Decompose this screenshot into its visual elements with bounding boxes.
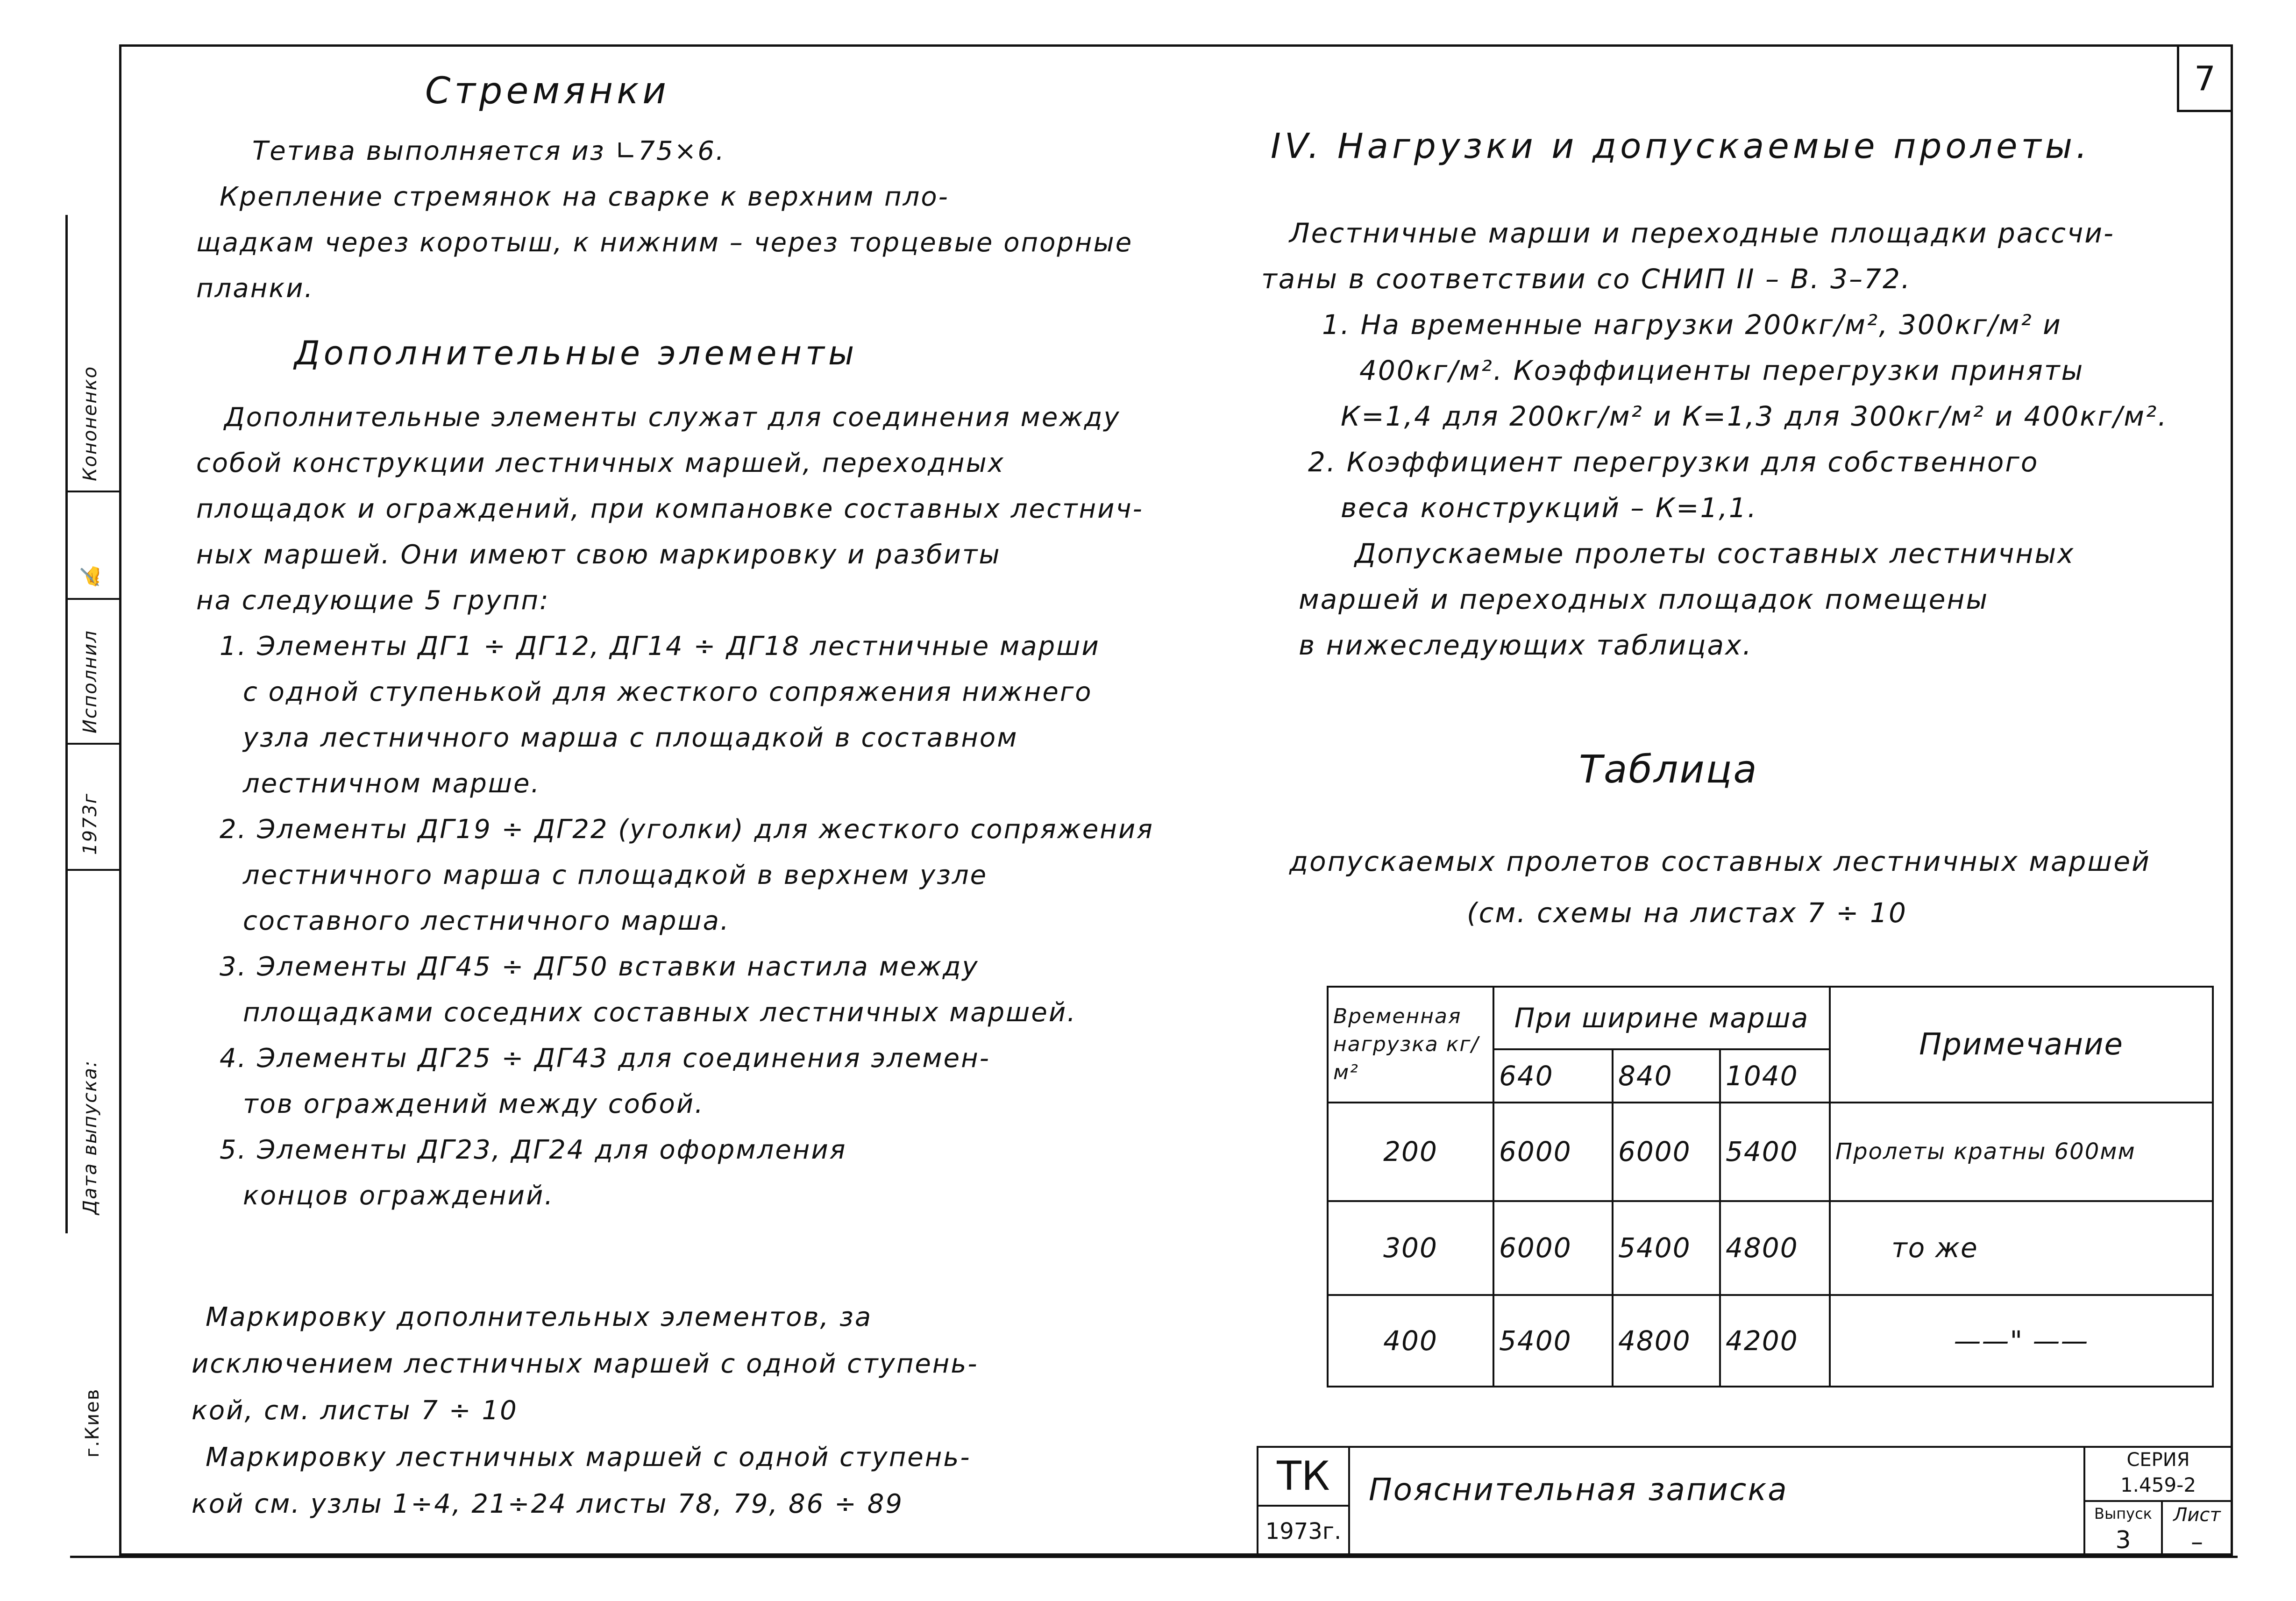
list-item-line: узла лестничного марша с площадкой в составном (243, 723, 1018, 753)
header-load: Временная нагрузка кг/м² (1328, 987, 1493, 1103)
list-item-line: концов ограждений. (243, 1181, 554, 1211)
year-box (1257, 1505, 1350, 1558)
text-line: Лестничные марши и переходные площадки рассчи- (1289, 217, 2115, 249)
sheet-number: 7 (2194, 58, 2216, 98)
text-line: К=1,4 для 200кг/м² и К=1,3 для 300кг/м² и 400кг/м². (1341, 400, 2168, 432)
list-item-line: составного лестничного марша. (243, 906, 730, 936)
text-line: щадкам через коротыш, к нижним – через торцевые опорные (196, 228, 1133, 258)
loads-text (1261, 210, 2168, 668)
list-item: 3. Элементы ДГ45 ÷ ДГ50 вставки настила между (220, 952, 979, 982)
text-line: 1. На временные нагрузки 200кг/м², 300кг/м² и (1322, 309, 2062, 341)
list-item-line: с одной ступенькой для жесткого сопряжения нижнего (243, 677, 1093, 707)
load-cell: 400 (1328, 1295, 1493, 1387)
side-strip-year: 1973г (79, 793, 101, 855)
value-cell: 4800 (1613, 1295, 1720, 1387)
width-640: 640 (1493, 1049, 1613, 1102)
width-1040: 1040 (1720, 1049, 1830, 1102)
sheet-label: Лист (2173, 1504, 2221, 1526)
list-item: 5. Элементы ДГ23, ДГ24 для оформления (220, 1135, 847, 1165)
marking-text (192, 1294, 979, 1528)
value-cell: 5400 (1720, 1103, 1830, 1201)
text-line: Дополнительные элементы служат для соединения между (224, 402, 1121, 433)
table-row (1328, 1295, 2213, 1387)
table-subtitle: допускаемых пролетов составных лестничных маршей (1289, 846, 2151, 877)
text-line: маршей и переходных площадок помещены (1299, 583, 1989, 615)
title-year: 1973г. (1265, 1518, 1342, 1544)
value-cell: 4200 (1720, 1295, 1830, 1387)
text-line: 2. Коэффициент перегрузки для собственного (1308, 446, 2039, 478)
sheet-value: – (2191, 1528, 2203, 1556)
text-line: на следующие 5 групп: (196, 585, 550, 616)
series-box (2083, 1446, 2233, 1502)
load-cell: 200 (1328, 1103, 1493, 1201)
signature: ✍ (79, 564, 101, 589)
text-line: таны в соответствии со СНИП II – В. 3–72. (1261, 263, 1912, 295)
note-cell: ——" —— (1830, 1295, 2213, 1387)
group-list (220, 624, 1154, 1219)
load-cell: 300 (1328, 1201, 1493, 1295)
sheet-number-box (2177, 44, 2233, 112)
side-strip-issue-date: Дата выпуска: (79, 1060, 101, 1215)
side-strip-border (65, 215, 68, 1233)
section-title-additional: Дополнительные элементы (294, 334, 858, 372)
table-row (1328, 1201, 2213, 1295)
header-note: Примечание (1830, 987, 2213, 1103)
header-width: При ширине марша (1493, 987, 1830, 1049)
side-strip-name: Кононенко (79, 365, 101, 481)
ladders-text (196, 128, 1133, 312)
spans-table (1327, 986, 2214, 1388)
text-line: 400кг/м². Коэффициенты перегрузки приняты (1359, 355, 2084, 386)
text-line: в нижеследующих таблицах. (1299, 629, 1753, 661)
table-subtitle: (см. схемы на листах 7 ÷ 10 (1467, 897, 1907, 929)
section-title-ladders: Стремянки (425, 70, 670, 112)
document-title: Пояснительная записка (1369, 1472, 1788, 1508)
list-item-line: площадками соседних составных лестничных маршей. (243, 997, 1077, 1028)
text-line: собой конструкции лестничных маршей, переходных (196, 448, 1005, 478)
issue-label: Выпуск (2094, 1505, 2152, 1523)
text-line: Маркировку лестничных маршей с одной ступень- (206, 1442, 971, 1473)
side-strip-divider (65, 869, 119, 871)
series-value: 1.459-2 (2120, 1473, 2196, 1496)
sheet-box (2161, 1500, 2233, 1558)
list-item-line: лестничном марше. (243, 768, 541, 799)
text-line: кой, см. листы 7 ÷ 10 (192, 1395, 518, 1426)
side-strip-divider (65, 598, 119, 600)
list-item: 4. Элементы ДГ25 ÷ ДГ43 для соединения элемен- (220, 1043, 990, 1074)
text-line: Маркировку дополнительных элементов, за (206, 1302, 873, 1332)
issue-box (2083, 1500, 2163, 1558)
list-item: 2. Элементы ДГ19 ÷ ДГ22 (уголки) для жесткого сопряжения (220, 814, 1154, 845)
note-cell: то же (1830, 1201, 2213, 1295)
table-row (1328, 1103, 2213, 1201)
value-cell: 6000 (1613, 1103, 1720, 1201)
note-cell: Пролеты кратны 600мм (1830, 1103, 2213, 1201)
side-strip-role: Исполнил (79, 630, 101, 733)
text-line: планки. (196, 273, 314, 304)
org-code: ТК (1277, 1453, 1330, 1500)
issue-value: 3 (2115, 1526, 2131, 1554)
text-line: исключением лестничных маршей с одной ступень- (192, 1349, 979, 1379)
value-cell: 5400 (1493, 1295, 1613, 1387)
section-title-loads: IV. Нагрузки и допускаемые пролеты. (1271, 126, 2091, 166)
text-line: Тетива выполняется из ∟75×6. (252, 136, 725, 166)
value-cell: 5400 (1613, 1201, 1720, 1295)
value-cell: 6000 (1493, 1103, 1613, 1201)
text-line: ных маршей. Они имеют свою маркировку и разбиты (196, 540, 1001, 570)
org-box (1257, 1446, 1350, 1507)
additional-text (196, 395, 1144, 624)
series-label: СЕРИЯ (2126, 1449, 2190, 1471)
side-strip-city: г.Киев (82, 1388, 103, 1458)
list-item-line: лестничного марша с площадкой в верхнем узле (243, 860, 988, 890)
value-cell: 4800 (1720, 1201, 1830, 1295)
text-line: веса конструкций – К=1,1. (1341, 492, 1758, 524)
width-840: 840 (1613, 1049, 1720, 1102)
text-line: площадок и ограждений, при компановке составных лестнич- (196, 494, 1144, 524)
side-strip-divider (65, 743, 119, 745)
list-item-line: тов ограждений между собой. (243, 1089, 704, 1119)
value-cell: 6000 (1493, 1201, 1613, 1295)
text-line: кой см. узлы 1÷4, 21÷24 листы 78, 79, 86 ÷ 89 (192, 1489, 904, 1519)
side-strip-divider (65, 491, 119, 492)
list-item: 1. Элементы ДГ1 ÷ ДГ12, ДГ14 ÷ ДГ18 лестничные марши (220, 631, 1100, 662)
text-line: Крепление стремянок на сварке к верхним пло- (220, 182, 949, 212)
text-line: Допускаемые пролеты составных лестничных (1355, 538, 2075, 569)
table-title: Таблица (1579, 747, 1758, 792)
